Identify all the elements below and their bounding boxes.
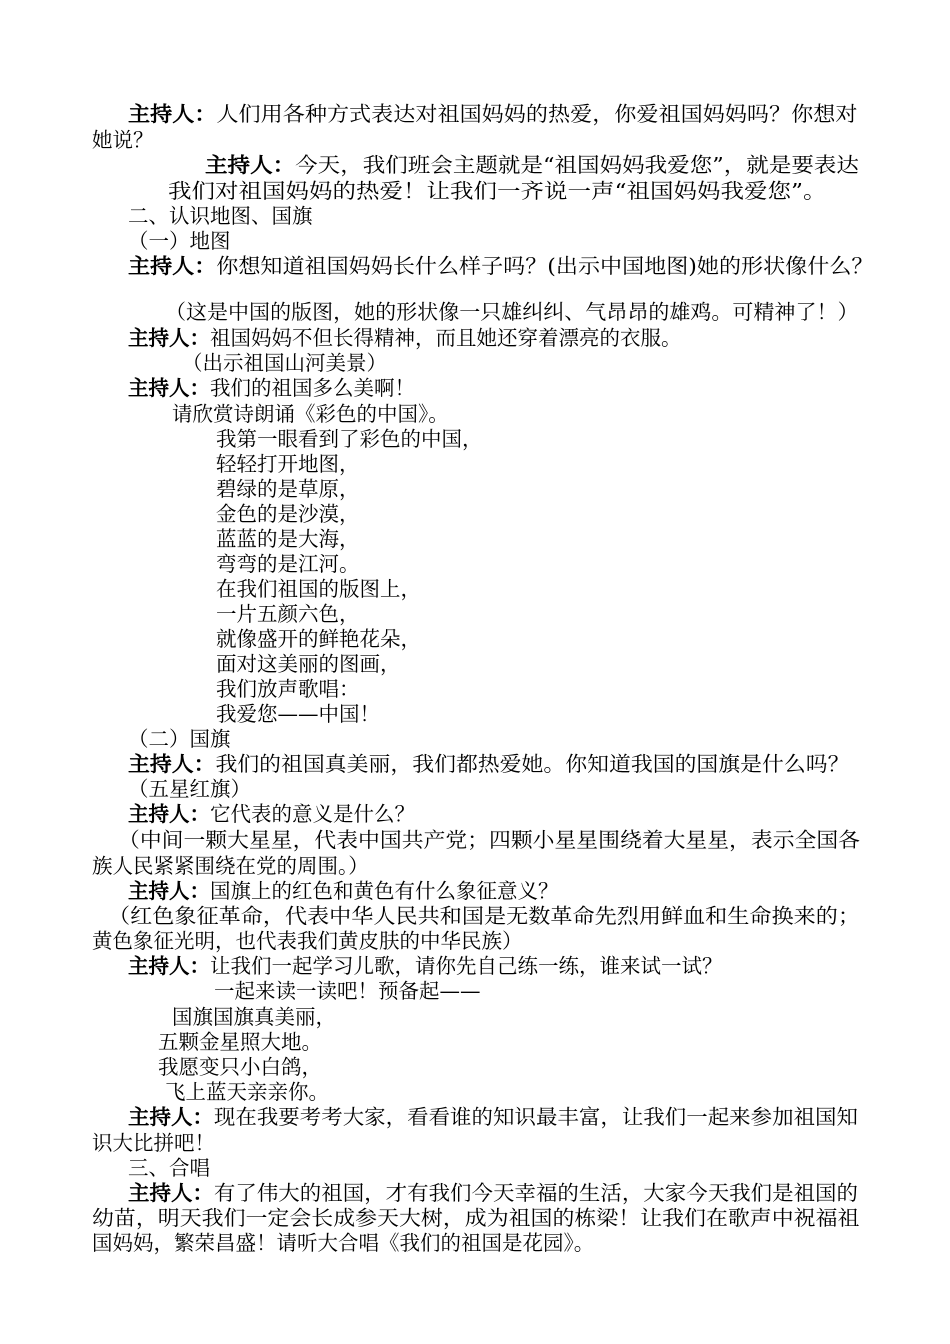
line-text: 你想知道祖国妈妈长什么样子吗？(出示中国地图)她的形状像什么？ — [216, 254, 874, 278]
line-text: 我们的祖国多么美啊！ — [210, 376, 415, 400]
line-text: 人们用各种方式表达对祖国妈妈的热爱，你爱祖国妈妈吗？你想对 — [216, 102, 858, 126]
line-text: 国旗国旗真美丽， — [172, 1005, 336, 1029]
paragraph-line — [128, 228, 231, 254]
line-text: 请欣赏诗朗诵《彩色的中国》。 — [172, 402, 449, 426]
host-paragraph-line — [128, 751, 849, 777]
paragraph-line — [216, 501, 360, 527]
line-text: （二）国旗 — [128, 727, 231, 751]
paragraph-line — [216, 651, 401, 677]
paragraph-line — [216, 701, 380, 727]
host-label: 主持人： — [128, 879, 210, 903]
paragraph-line — [128, 1155, 210, 1181]
host-label: 主持人： — [128, 254, 217, 278]
line-text: （五星红旗） — [128, 777, 251, 801]
line-text: 祖国妈妈不但长得精神，而且她还穿着漂亮的衣服。 — [210, 326, 682, 350]
host-label: 主持人： — [128, 102, 217, 126]
line-text: 国妈妈，繁荣昌盛！请听大合唱《我们的祖国是花园》。 — [92, 1231, 595, 1255]
line-text: 轻轻打开地图， — [216, 452, 360, 476]
line-text: 五颗金星照大地。 — [158, 1030, 322, 1054]
host-label: 主持人： — [128, 376, 210, 400]
host-paragraph-line — [128, 878, 559, 904]
paragraph-line — [128, 726, 231, 752]
paragraph-line — [216, 426, 483, 452]
paragraph-line — [92, 928, 523, 954]
line-text: 让我们一起学习儿歌，请你先自己练一练，谁来试一试？ — [210, 954, 723, 978]
line-text: 我们对祖国妈妈的热爱！让我们一齐说一声“祖国妈妈我爱您”。 — [168, 179, 827, 203]
host-label: 主持人： — [128, 1181, 214, 1205]
host-paragraph-line — [205, 152, 859, 178]
line-text: 就像盛开的鲜艳花朵， — [216, 627, 421, 651]
paragraph-line — [168, 178, 827, 204]
paragraph-line — [165, 1079, 329, 1105]
line-text: （这是中国的版图，她的形状像一只雄纠纠、气昂昂的雄鸡。可精神了！） — [165, 300, 859, 324]
line-text: （出示祖国山河美景） — [182, 351, 387, 375]
host-paragraph-line — [128, 375, 415, 401]
line-text: 二、认识地图、国旗 — [128, 204, 313, 228]
host-paragraph-line — [128, 1104, 858, 1130]
line-text: 国旗上的红色和黄色有什么象征意义？ — [210, 879, 559, 903]
paragraph-line — [165, 299, 858, 325]
line-text: 在我们祖国的版图上， — [216, 577, 421, 601]
host-paragraph-line — [128, 253, 873, 279]
host-label: 主持人： — [128, 1105, 214, 1129]
line-text: 她说？ — [92, 128, 154, 152]
line-text: 我爱您——中国！ — [216, 702, 380, 726]
line-text: 我第一眼看到了彩色的中国， — [216, 427, 483, 451]
paragraph-line — [216, 626, 421, 652]
host-paragraph-line — [128, 101, 857, 127]
host-paragraph-line — [128, 1180, 858, 1206]
paragraph-line — [172, 401, 449, 427]
paragraph-line — [172, 1004, 336, 1030]
line-text: 蓝蓝的是大海， — [216, 527, 360, 551]
paragraph-line — [158, 1029, 322, 1055]
paragraph-line — [216, 451, 360, 477]
line-text: 现在我要考考大家，看看谁的知识最丰富，让我们一起来参加祖国知 — [213, 1105, 859, 1129]
line-text: 一片五颜六色， — [216, 602, 360, 626]
paragraph-line — [158, 1054, 322, 1080]
paragraph-line — [108, 903, 860, 929]
paragraph-line — [92, 1130, 215, 1156]
host-label: 主持人： — [128, 326, 210, 350]
paragraph-line — [128, 776, 251, 802]
line-text: 幼苗，明天我们一定会长成参天大树，成为祖国的栋梁！让我们在歌声中祝福祖 — [92, 1206, 860, 1230]
host-paragraph-line — [128, 953, 723, 979]
paragraph-line — [118, 827, 860, 853]
paragraph-line — [92, 1230, 594, 1256]
line-text: 金色的是沙漠， — [216, 502, 360, 526]
host-label: 主持人： — [205, 153, 296, 177]
line-text: 我们的祖国真美丽，我们都热爱她。你知道我国的国旗是什么吗？ — [215, 752, 850, 776]
host-label: 主持人： — [128, 802, 210, 826]
line-text: 族人民紧紧围绕在党的周围。） — [92, 854, 369, 878]
line-text: 一起来读一读吧！预备起—— — [214, 979, 481, 1003]
paragraph-line — [216, 526, 360, 552]
paragraph-line — [92, 853, 369, 879]
line-text: 它代表的意义是什么？ — [210, 802, 415, 826]
line-text: 碧绿的是草原， — [216, 477, 360, 501]
line-text: 面对这美丽的图画， — [216, 652, 401, 676]
line-text: 我们放声歌唱： — [216, 677, 360, 701]
host-paragraph-line — [128, 801, 415, 827]
line-text: 有了伟大的祖国，才有我们今天幸福的生活，大家今天我们是祖国的 — [213, 1181, 859, 1205]
line-text: 识大比拼吧！ — [92, 1131, 215, 1155]
line-text: 三、合唱 — [128, 1156, 210, 1180]
paragraph-line — [92, 127, 154, 153]
paragraph-line — [216, 676, 360, 702]
host-paragraph-line — [128, 325, 682, 351]
paragraph-line — [216, 476, 360, 502]
line-text: （红色象征革命，代表中华人民共和国是无数革命先烈用鲜血和生命换来的； — [108, 904, 860, 928]
host-label: 主持人： — [128, 954, 210, 978]
line-text: （一）地图 — [128, 229, 231, 253]
paragraph-line — [214, 978, 481, 1004]
paragraph-line — [92, 1205, 859, 1231]
paragraph-line — [216, 601, 360, 627]
paragraph-line — [216, 576, 421, 602]
paragraph-line — [128, 203, 313, 229]
line-text: 黄色象征光明，也代表我们黄皮肤的中华民族） — [92, 929, 523, 953]
line-text: 今天，我们班会主题就是“祖国妈妈我爱您”，就是要表达 — [295, 153, 859, 177]
line-text: 我愿变只小白鸽， — [158, 1055, 322, 1079]
paragraph-line — [216, 551, 360, 577]
host-label: 主持人： — [128, 752, 216, 776]
line-text: 弯弯的是江河。 — [216, 552, 360, 576]
line-text: 飞上蓝天亲亲你。 — [165, 1080, 329, 1104]
line-text: （中间一颗大星星，代表中国共产党；四颗小星星围绕着大星星，表示全国各 — [118, 828, 860, 852]
paragraph-line — [182, 350, 387, 376]
